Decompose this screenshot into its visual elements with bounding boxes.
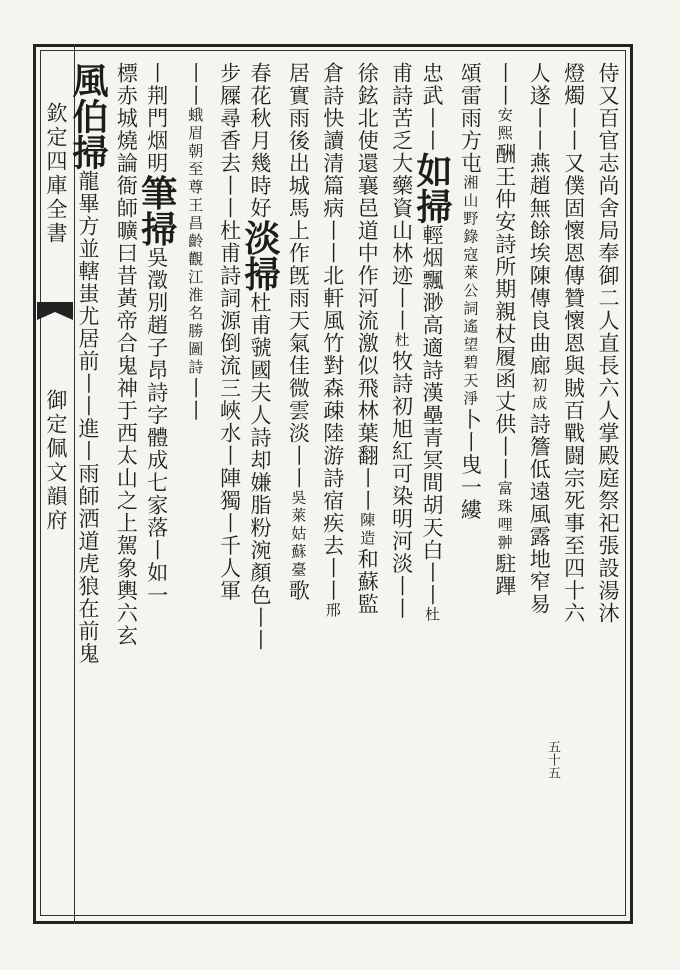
book-title: 欽定四庫全書 [44,102,68,246]
text-column [315,62,351,902]
annotation-text: 吳萊姑蘇臺 [289,489,308,580]
annotation-text: 陳造 [358,512,377,548]
text-column [280,62,316,902]
entry-heading: 掃 [135,210,178,247]
annotation-text: 邢 [323,602,342,620]
entry-heading: 掃 [411,188,453,224]
annotation-text: 杜 [423,606,441,625]
text-column [384,62,420,902]
column-text: 丨丨 [183,62,208,107]
text-column [239,62,282,902]
text-column [177,62,213,902]
annotation-text: 富珠哩翀 [495,480,514,553]
column-text: 卜丨曳一縷 [458,408,483,521]
annotation-text: 安熙 [495,107,514,143]
column-text: 吳澂別趙子昂詩字體成七家落丨如一 [144,246,169,607]
text-column [135,62,179,902]
text-columns [67,50,626,916]
text-column [212,62,248,902]
annotation-text: 湘山野錄寇萊公詞遙望碧天淨 [461,174,480,409]
annotation-text: 蛾眉朝至尊王昌齡觀江淮名勝圖詩 [186,107,205,377]
column-text: 徐鉉北使還襄邑道中作河流激似飛林葉翻丨丨 [355,62,380,512]
column-text: 人遂丨丨燕趙無餘埃陳傳良曲廊 [527,62,552,377]
entry-heading: 掃 [67,134,109,170]
column-text: 春花秋月幾時好 [248,62,272,220]
column-text: 丨丨 [183,377,208,422]
column-text: 甫詩苦乏大藥資山林迹丨丨 [389,62,414,332]
text-column [556,62,592,902]
column-text: 丨丨 [492,62,517,107]
annotation-text: 杜 [392,332,411,350]
text-column [108,62,144,902]
column-text: 燈燭丨丨又僕固懷恩傳贊懷恩與賊百戰闘宗死事至四十六 [561,62,586,625]
column-text: 頌雷雨方屯 [458,62,483,175]
entry-heading: 掃 [239,255,281,292]
annotation-text: 初成 [530,377,549,413]
column-text: 標赤城燒 [114,62,139,152]
page-number: 五十五 [545,740,560,779]
text-column [349,62,385,902]
text-column [411,62,454,902]
column-text: 居實雨後出城馬上作旣雨天氣佳微雲淡丨丨 [286,62,311,490]
text-column [67,62,110,902]
text-column [452,62,488,902]
column-text: 歌 [286,579,311,602]
column-text: 忠武丨丨 [420,62,444,152]
column-text: 倉詩快讀清篇病丨丨北軒風竹對森疎陸游詩宿疾去丨丨 [320,62,345,602]
entry-heading: 如 [411,152,453,188]
entry-heading: 風 [67,62,109,98]
column-text: 輕烟飄渺高適詩漢壘青冥間胡天白丨丨 [420,224,444,607]
column-text: 論衙師曠曰昔黃帝合鬼神于西太山之上駕象輿六玄 [114,152,139,647]
column-text: 侍又百官志尚舍局奉御二人直長六人掌殿庭祭祀張設湯沐 [596,62,620,625]
column-text: 步屧尋香去丨丨 [217,62,242,220]
column-text: 駐蹕 [492,552,517,598]
column-text: 酬王仲安詩所期親杖履函丈供丨丨 [492,143,517,481]
column-text: 牧詩初旭紅可染明河淡丨丨 [389,350,414,620]
column-text: 詩簷低遠風露地窄易 [527,413,552,616]
column-text: 杜甫詩詞源倒流三峽水丨陣獨丨千人軍 [217,219,242,602]
column-text: 和蘇監 [355,548,380,616]
entry-heading: 筆 [135,174,178,211]
column-text: 杜甫虢國夫人詩却嫌脂粉涴顏色丨丨 [248,291,272,652]
text-column [590,62,626,902]
entry-heading: 淡 [239,219,281,256]
section-title: 御定佩文韻府 [44,389,68,533]
column-text: 龍畢方並轄蚩尤居前丨丨進丨雨師洒道虎狼在前鬼 [76,170,100,665]
text-column [487,62,523,902]
entry-heading: 伯 [67,98,109,134]
column-text: 丨荆門烟明 [144,62,169,175]
